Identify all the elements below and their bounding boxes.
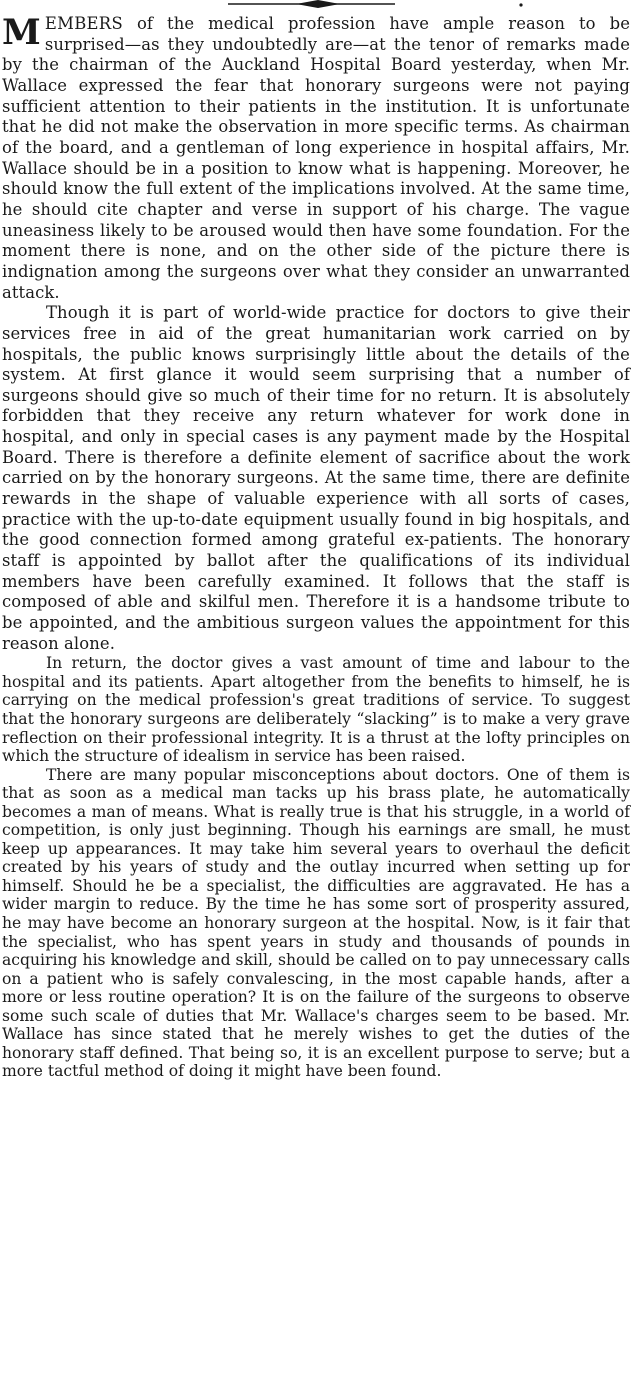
paragraph-1-text: of the medical profession have ample reason to be surprised—as they undoubtedly are—at the tenor of remarks made by the chairman of the Auckland Hospital Board yesterday, when Mr. Wallace expressed the fear that honorary surgeons were not paying sufficient attention to their patients in the institution. It is unfortunate that he did not make the observation in more specific terms. As chairman of the board, and a gentleman of long experience in hospital affairs, Mr. Wallace should be in a position to know what is happening. Moreover, he should know the full extent of the implications involved. At the same time, he should cite chapter and verse in support of his charge. The vague uneasiness likely to be aroused would then have some foundation. For the moment there is none, and on the other side of the picture there is indignation among the surgeons over what they consider an unwarranted attack. (2, 14, 630, 302)
header-ornament-rule (0, 0, 634, 10)
paragraph-4: There are many popular misconceptions about doctors. One of them is that as soon as a medical man tacks up his brass plate, he automatically becomes a man of means. What is really true is that his struggle, in a world of competition, is only just beginning. Though his earnings are small, he must keep up appearances. It may take him several years to overhaul the deficit created by his years of study and the outlay incurred when setting up for himself. Should he be a specialist, the difficulties are aggravated. He has a wider margin to reduce. By the time he has some sort of prosperity assured, he may have become an honorary surgeon at the hospital. Now, is it fair that the specialist, who has spent years in study and thousands of pounds in acquiring his knowledge and skill, should be called on to pay unnecessary calls on a patient who is safely convalescing, in the most capable hands, after a more or less routine operation? It is on the failure of the surgeons to observe some such scale of duties that Mr. Wallace's charges seem to be based. Mr. Wallace has since stated that he merely wishes to get the duties of the honorary staff defined. That being so, it is an excellent purpose to serve; but a more tactful method of doing it might have been found. (2, 765, 630, 1081)
paragraph-2: Though it is part of world-wide practice for doctors to give their services free in aid of the great humanitarian work carried on by hospitals, the public knows surprisingly little about the details of the system. At first glance it would seem surprising that a number of surgeons should give so much of their time for no return. It is absolutely forbidden that they receive any return whatever for work done in hospital, and only in special cases is any payment made by the Hospital Board. There is therefore a definite element of sacrifice about the work carried on by the honorary surgeons. At the same time, there are definite rewards in the shape of valuable experience with all sorts of cases, practice with the up-to-date equipment usually found in big hospitals, and the good connection formed among grateful ex-patients. The honorary staff is appointed by ballot after the qualifications of its individual members have been carefully examined. It follows that the staff is composed of able and skilful men. Therefore it is a handsome tribute to be appointed, and the ambitious surgeon values the appointment for this reason alone. (2, 303, 630, 653)
opening-caps: EMBERS (44, 14, 123, 33)
paragraph-1 (2, 14, 630, 303)
lower-column-block (2, 654, 630, 1081)
editorial-article (2, 14, 630, 1081)
paragraph-3: In return, the doctor gives a vast amount of time and labour to the hospital and its patients. Apart altogether from the benefits to himself, he is carrying on the medical profession's great traditions of service. To suggest that the honorary surgeons are deliberately “slacking” is to make a very grave reflection on their professional integrity. It is a thrust at the lofty principles on which the structure of idealism in service has been raised. (2, 654, 630, 766)
drop-cap: M (2, 12, 41, 53)
